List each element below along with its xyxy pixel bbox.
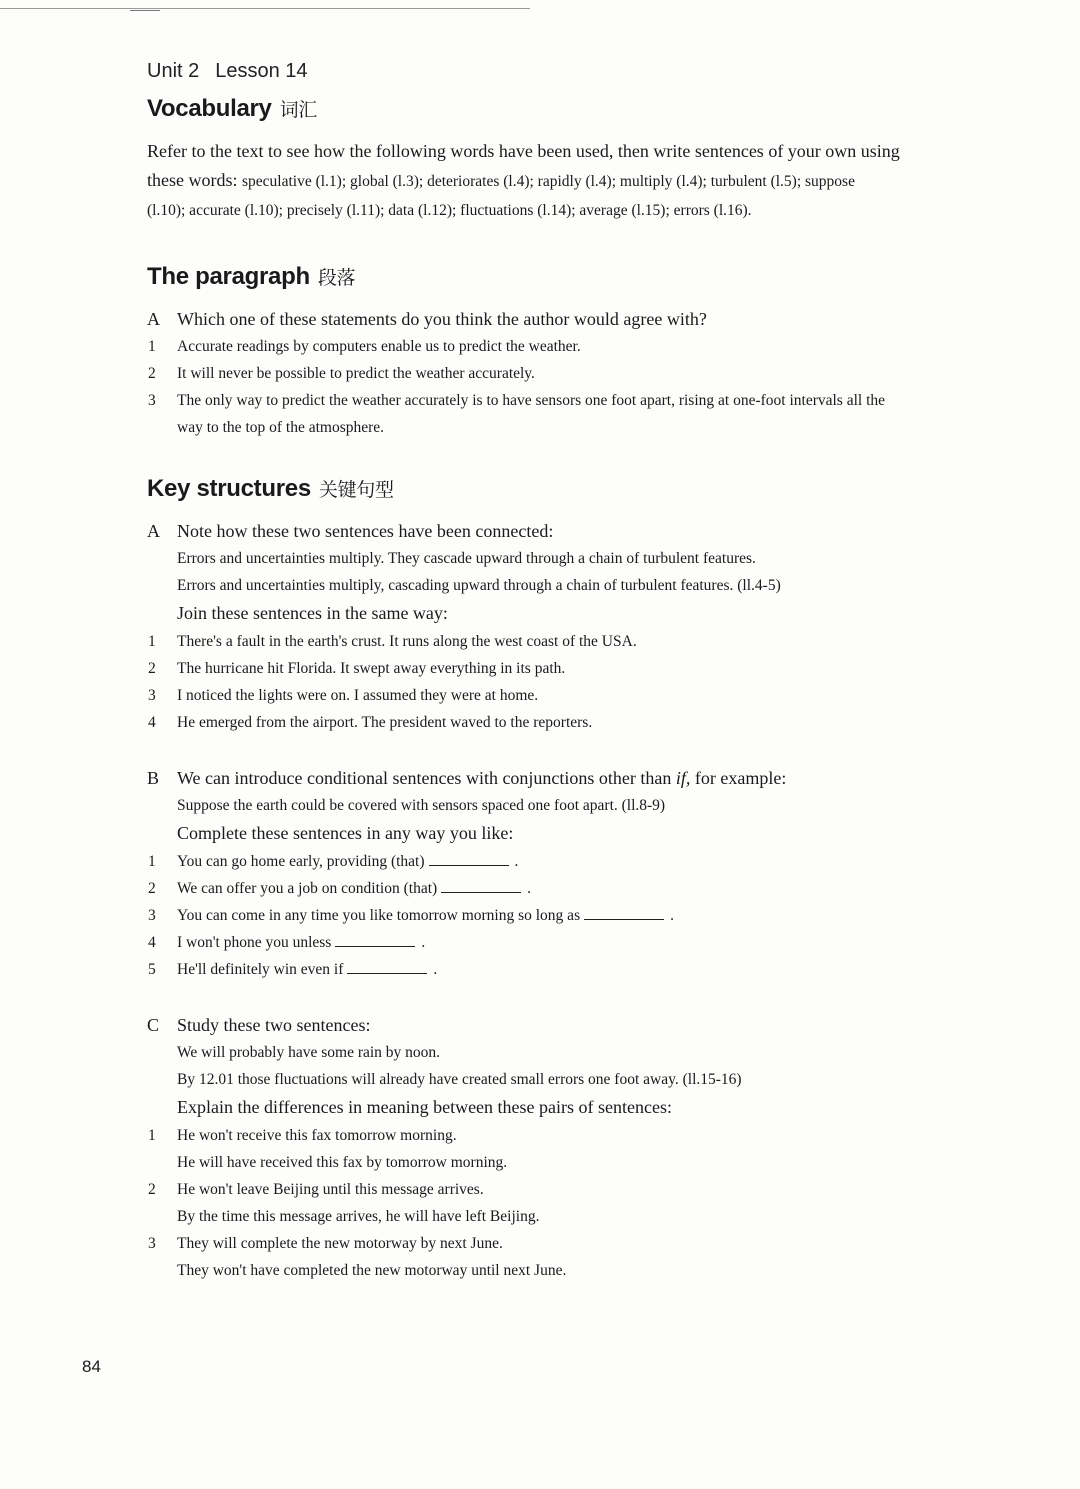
paragraph-title-cn: 段落: [317, 267, 356, 289]
list-item: [147, 333, 1017, 360]
item-pair-b: They won't have completed the new motorway until next June.: [177, 1262, 567, 1279]
list-item: [147, 387, 1017, 414]
key-structures-title-cn: 关键句型: [318, 479, 394, 501]
list-item: [147, 360, 1017, 387]
list-item: [147, 628, 1017, 655]
item-number: 2: [148, 660, 156, 677]
paragraph-exercise: [147, 305, 1017, 441]
top-rule: [0, 8, 530, 9]
answer-blank[interactable]: [584, 907, 664, 920]
answer-blank[interactable]: [347, 961, 427, 974]
item-text: You can come in any time you like tomorrow morning so long as: [177, 907, 581, 924]
unit-header: [147, 60, 1017, 83]
answer-blank[interactable]: [335, 934, 415, 947]
question-label: A: [147, 309, 160, 329]
item-number: 3: [148, 1235, 156, 1252]
vocabulary-heading: [147, 95, 1017, 123]
example-sentence: By 12.01 those fluctuations will already have created small errors one foot away. (ll.15-16): [177, 1071, 742, 1088]
item-text: It will never be possible to predict the weather accurately.: [177, 365, 535, 382]
example-sentence: We will probably have some rain by noon.: [177, 1044, 441, 1061]
item-end: .: [433, 961, 438, 978]
page-content: [147, 60, 1017, 1284]
task-text: Complete these sentences in any way you like:: [177, 823, 514, 843]
section-c-instruction: [147, 1011, 1017, 1039]
list-item: [147, 1230, 1017, 1257]
item-text: There's a fault in the earth's crust. It runs along the west coast of the USA.: [177, 633, 637, 650]
key-structures-heading: [147, 475, 1017, 503]
question-text: Which one of these statements do you think the author would agree with?: [177, 309, 707, 329]
example-sentence: Suppose the earth could be covered with sensors spaced one foot apart. (ll.8-9): [177, 797, 666, 814]
item-text: Accurate readings by computers enable us to predict the weather.: [177, 338, 581, 355]
unit-label: Unit 2: [147, 60, 200, 82]
item-text: We can offer you a job on condition (that): [177, 880, 438, 897]
item-number: 2: [148, 365, 156, 382]
answer-blank[interactable]: [441, 880, 521, 893]
item-text: The hurricane hit Florida. It swept away everything in its path.: [177, 660, 566, 677]
vocab-line-2-lead: these words:: [147, 170, 238, 190]
item-number: 1: [148, 633, 156, 650]
section-label: B: [147, 768, 160, 788]
page-number: 84: [82, 1357, 101, 1376]
paragraph-question: [147, 305, 1017, 333]
key-structures-title: Key structures: [147, 475, 311, 502]
item-text: You can go home early, providing (that): [177, 853, 425, 870]
item-text: The only way to predict the weather accurately is to have sensors one foot apart, rising at one-foot intervals all the: [177, 392, 886, 409]
item-number: 2: [148, 880, 156, 897]
item-text: He won't receive this fax tomorrow morning.: [177, 1127, 457, 1144]
instruction-text: Study these two sentences:: [177, 1015, 371, 1035]
key-section-a: [147, 517, 1017, 736]
item-end: .: [514, 853, 519, 870]
item-number: 5: [148, 961, 156, 978]
item-pair-b: By the time this message arrives, he will have left Beijing.: [177, 1208, 540, 1225]
list-item: [147, 655, 1017, 682]
item-end: .: [670, 907, 674, 924]
item-text: They will complete the new motorway by next June.: [177, 1235, 503, 1252]
vocab-word-list: speculative (l.1); global (l.3); deteriorates (l.4); rapidly (l.4); multiply (l.4); turbulent (l.5); suppose: [241, 173, 855, 190]
item-number: 4: [148, 714, 156, 731]
task-text: Explain the differences in meaning between these pairs of sentences:: [177, 1097, 672, 1117]
item-pair-b: He will have received this fax by tomorrow morning.: [177, 1154, 508, 1171]
top-rule-accent: [130, 10, 160, 11]
item-text: I noticed the lights were on. I assumed they were at home.: [177, 687, 539, 704]
answer-blank[interactable]: [429, 853, 509, 866]
item-end: .: [527, 880, 532, 897]
vocabulary-instructions: [147, 137, 1017, 225]
list-item: [147, 875, 1017, 902]
list-item: [147, 1122, 1017, 1149]
instruction-text: Note how these two sentences have been connected:: [177, 521, 554, 541]
vocab-line-3: (l.10); accurate (l.10); precisely (l.11); data (l.12); fluctuations (l.14); average (l.15); errors (l.16).: [147, 202, 752, 219]
key-section-b: [147, 764, 1017, 983]
vocab-line-1: Refer to the text to see how the following words have been used, then write sentences of your own using: [147, 141, 900, 161]
list-item: [147, 956, 1017, 983]
instruction-if: if,: [675, 768, 691, 788]
key-section-c: [147, 1011, 1017, 1284]
item-number: 3: [148, 687, 156, 704]
item-end: .: [421, 934, 426, 951]
item-number: 4: [148, 934, 156, 951]
item-number: 3: [148, 907, 156, 924]
section-b-instruction: [147, 764, 1017, 792]
item-number: 3: [148, 392, 156, 409]
instruction-tail: for example:: [694, 768, 787, 788]
list-item: [147, 902, 1017, 929]
list-item: [147, 1176, 1017, 1203]
paragraph-title: The paragraph: [147, 263, 310, 290]
item-number: 1: [148, 1127, 156, 1144]
list-item: [147, 929, 1017, 956]
instruction-text: We can introduce conditional sentences with conjunctions other than: [177, 768, 672, 788]
item-text: I won't phone you unless: [177, 934, 332, 951]
section-label: C: [147, 1015, 160, 1035]
lesson-label: Lesson 14: [215, 60, 308, 82]
task-text: Join these sentences in the same way:: [177, 603, 448, 623]
vocabulary-title-cn: 词汇: [279, 99, 318, 121]
vocabulary-title: Vocabulary: [147, 95, 272, 122]
item-number: 1: [148, 338, 156, 355]
list-item: [147, 848, 1017, 875]
item-text: He emerged from the airport. The president waved to the reporters.: [177, 714, 593, 731]
section-a-instruction: [147, 517, 1017, 545]
list-item: [147, 682, 1017, 709]
item-number: 2: [148, 1181, 156, 1198]
item-number: 1: [148, 853, 156, 870]
item-text: He'll definitely win even if: [177, 961, 344, 978]
example-sentence: Errors and uncertainties multiply, cascading upward through a chain of turbulent features. (ll.4-5): [177, 577, 781, 594]
item-continuation: way to the top of the atmosphere.: [177, 419, 385, 436]
section-label: A: [147, 521, 160, 541]
item-text: He won't leave Beijing until this message arrives.: [177, 1181, 484, 1198]
example-sentence: Errors and uncertainties multiply. They cascade upward through a chain of turbulent features.: [177, 550, 756, 567]
vocab-line-2: [147, 166, 1017, 196]
paragraph-heading: [147, 263, 1017, 291]
list-item: [147, 709, 1017, 736]
